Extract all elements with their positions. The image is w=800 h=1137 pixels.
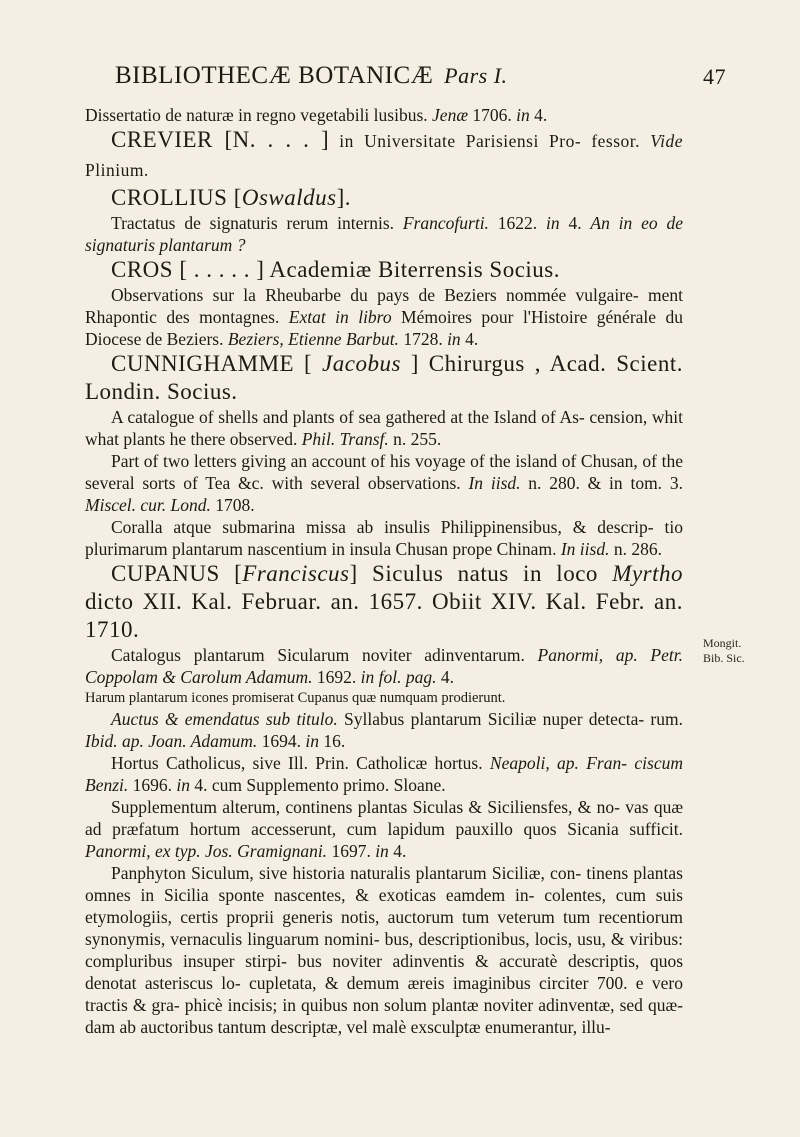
entry-text: Coralla atque submarina missa ab insulis Philippinensibus, & descrip- tio plurimarum plantarum nascentium in insula Chusan prope Chinam. In iisd. n. 286.: [85, 517, 683, 559]
page-body: [85, 104, 683, 1038]
author-heading: CROS [ . . . . . ] Academiæ Biterrensis Socius.: [111, 257, 560, 282]
entry-text: Hortus Catholicus, sive Ill. Prin. Catholicæ hortus. Neapoli, ap. Fran- ciscum Benzi. 1696. in 4. cum Supplemento primo. Sloane.: [85, 753, 683, 795]
entry-text: A catalogue of shells and plants of sea gathered at the Island of As- cension, whit what plants he there observed. Phil. Transf. n. 255.: [85, 407, 683, 449]
author-heading: CUPANUS [Franciscus] Siculus natus in loco Myrtho dicto XII. Kal. Februar. an. 1657. Obiit XIV. Kal. Febr. an. 1710.: [85, 561, 683, 642]
entry-text: Observations sur la Rheubarbe du pays de Beziers nommée vulgaire- ment Rhapontic des montagnes. Extat in libro Mémoires pour l'Histoire générale du Diocese de Beziers. Beziers, Etienne Barbut. 1728. in 4.: [85, 285, 683, 349]
author-heading: CREVIER [N. . . . ] in Universitate Parisiensi Pro- fessor. Vide Plinium.: [85, 127, 684, 180]
entry-text: Part of two letters giving an account of his voyage of the island of Chusan, of the several sorts of Tea &c. with several observations. In iisd. n. 280. & in tom. 3. Miscel. cur. Lond. 1708.: [85, 451, 683, 515]
entry-text: Tractatus de signaturis rerum internis. Francofurti. 1622. in 4. An in eo de signaturis plantarum ?: [85, 213, 683, 255]
entry-text: Dissertatio de naturæ in regno vegetabili lusibus. Jenæ 1706. in 4.: [85, 105, 548, 125]
author-heading: CROLLIUS [Oswaldus].: [111, 185, 352, 210]
margin-note: Mongit. Bib. Sic.: [703, 636, 745, 665]
entry-text: Auctus & emendatus sub titulo. Syllabus plantarum Siciliæ nuper detecta- rum. Ibid. ap. Joan. Adamum. 1694. in 16.: [85, 709, 683, 751]
entry-text: Catalogus plantarum Sicularum noviter adinventarum. Panormi, ap. Petr. Coppolam & Carolum Adamum. 1692. in fol. pag. 4.: [85, 645, 683, 687]
page-number: 47: [703, 64, 726, 89]
entry-text: Supplementum alterum, continens plantas Siculas & Siciliensfes, & no- vas quæ ad præfatum hortum accesserunt, cum lapidum pauxillo quos Sicania sufficit. Panormi, ex typ. Jos. Gramignani. 1697. in 4.: [85, 797, 683, 861]
part-label: Pars I.: [444, 63, 508, 88]
footnote: Harum plantarum icones promiserat Cupanus quæ numquam prodierunt.: [85, 690, 506, 706]
entry-text: Panphyton Siculum, sive historia naturalis plantarum Siciliæ, con- tinens plantas omnes in Sicilia sponte nascentes, & exoticas eamdem in- colentes, cum suis etymologiis, certis proprii generis notis, auctorum tum veterum tum recentiorum synonymis, vernaculis linguarum nomini- bus, descriptionibus, locis, usu, & viribus: compluribus insuper stirpi- bus noviter adinventis & accuratè descriptis, quos denotat asteriscus lo- cupletata, & demum æreis imaginibus circiter 700. e vero tractis & gra- phicè incisis; in quibus non solum plantæ noviter adinventæ, sed quæ- dam ab auctoribus tantum descriptæ, vel malè exsculptæ enumerantur, illu-: [85, 863, 683, 1037]
author-heading: CUNNIGHAMME [ Jacobus ] Chirurgus , Acad. Scient. Londin. Socius.: [85, 351, 683, 404]
running-header: [115, 62, 726, 90]
running-title: BIBLIOTHECÆ BOTANICÆ: [115, 62, 434, 89]
